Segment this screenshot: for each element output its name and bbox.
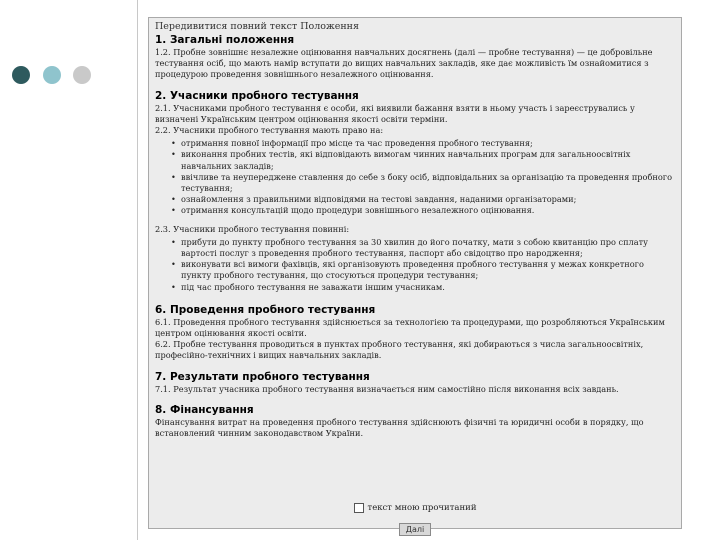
section-paragraph: 2.2. Учасники пробного тестування мають право на: [155, 125, 384, 136]
read-confirmation[interactable] [354, 503, 477, 513]
section-heading: 6. Проведення пробного тестування [155, 303, 376, 316]
section-paragraph: 6.1. Проведення пробного тестування здійснюється за технологією та процедурами, що розробляються Українським центром оцінювання якості освіти. [155, 316, 665, 339]
decorative-dot-gray [73, 66, 91, 84]
rights-list [155, 138, 675, 216]
list-item: • виконання пробних тестів, які відповідають вимогам чинних навчальних програм для загальноосвітніх навчальних закладів; [181, 149, 675, 171]
regulation-text-window [148, 17, 682, 534]
decorative-dot-light [43, 66, 61, 84]
list-item: • ввічливе та неупереджене ставлення до себе з боку осіб, відповідальних за організацію та проведення пробного тестування; [181, 172, 675, 194]
list-item: • отримання консультацій щодо процедури зовнішнього незалежного оцінювання. [181, 205, 675, 216]
slide-divider-line [137, 0, 138, 540]
list-item: • отримання повної інформації про місце та час проведення пробного тестування; [181, 138, 675, 149]
read-checkbox[interactable] [354, 503, 364, 513]
next-button[interactable]: Далі [399, 523, 431, 536]
section-paragraph: Фінансування витрат на проведення пробного тестування здійснюють фізичні та юридичні особи в порядку, що встановлений чинним законодавством України. [155, 416, 644, 439]
section-paragraph: 6.2. Пробне тестування проводиться в пунктах пробного тестування, які добираються з числа загальноосвітніх, професійно-технічних і вищих навчальних закладів. [155, 339, 644, 361]
duties-list [155, 237, 675, 293]
confirmation-footer [149, 498, 681, 536]
list-item: • під час пробного тестування не заважати іншим учасникам. [181, 282, 675, 293]
list-item: • прибути до пункту пробного тестування за 30 хвилин до його початку, мати з собою квитанцію про сплату вартості послуг з проведення пробного тестування, паспорт або свідоцтво про народження; [181, 237, 675, 259]
list-item: • виконувати всі вимоги фахівців, які організовують проведення пробного тестування у межах конкретного пункту пробного тестування, що стосуються процедури тестування; [181, 259, 675, 281]
decorative-dot-dark [12, 66, 30, 84]
list-item: • ознайомлення з правильними відповідями на тестові завдання, наданими організаторами; [181, 194, 675, 205]
section-heading: 8. Фінансування [155, 403, 254, 416]
view-full-text-link[interactable]: Передивитися повний текст Положення [155, 21, 359, 32]
read-checkbox-label: текст мною прочитаний [367, 503, 477, 513]
section-heading: 7. Результати пробного тестування [155, 370, 370, 383]
section-heading: 1. Загальні положення [155, 34, 295, 46]
section-paragraph: 2.1. Учасниками пробного тестування є особи, які виявили бажання взяти в ньому участь і зареєструвались у визначені Українським центром оцінювання якості освіти терміни. [155, 102, 635, 124]
section-paragraph: 7.1. Результат учасника пробного тестування визначається ним самостійно після виконання всіх завдань. [155, 383, 619, 394]
section-paragraph: 2.3. Учасники пробного тестування повинні: [155, 223, 350, 234]
section-paragraph: 1.2. Пробне зовнішнє незалежне оцінювання навчальних досягнень (далі — пробне тестування) — це добровільне тестування осіб, що мають намір вступати до вищих навчальних закладів, яке дає можливість їм ознайомитися з процедурою проведення зовнішнього незалежного оцінювання. [155, 47, 653, 80]
section-heading: 2. Учасники пробного тестування [155, 89, 359, 102]
